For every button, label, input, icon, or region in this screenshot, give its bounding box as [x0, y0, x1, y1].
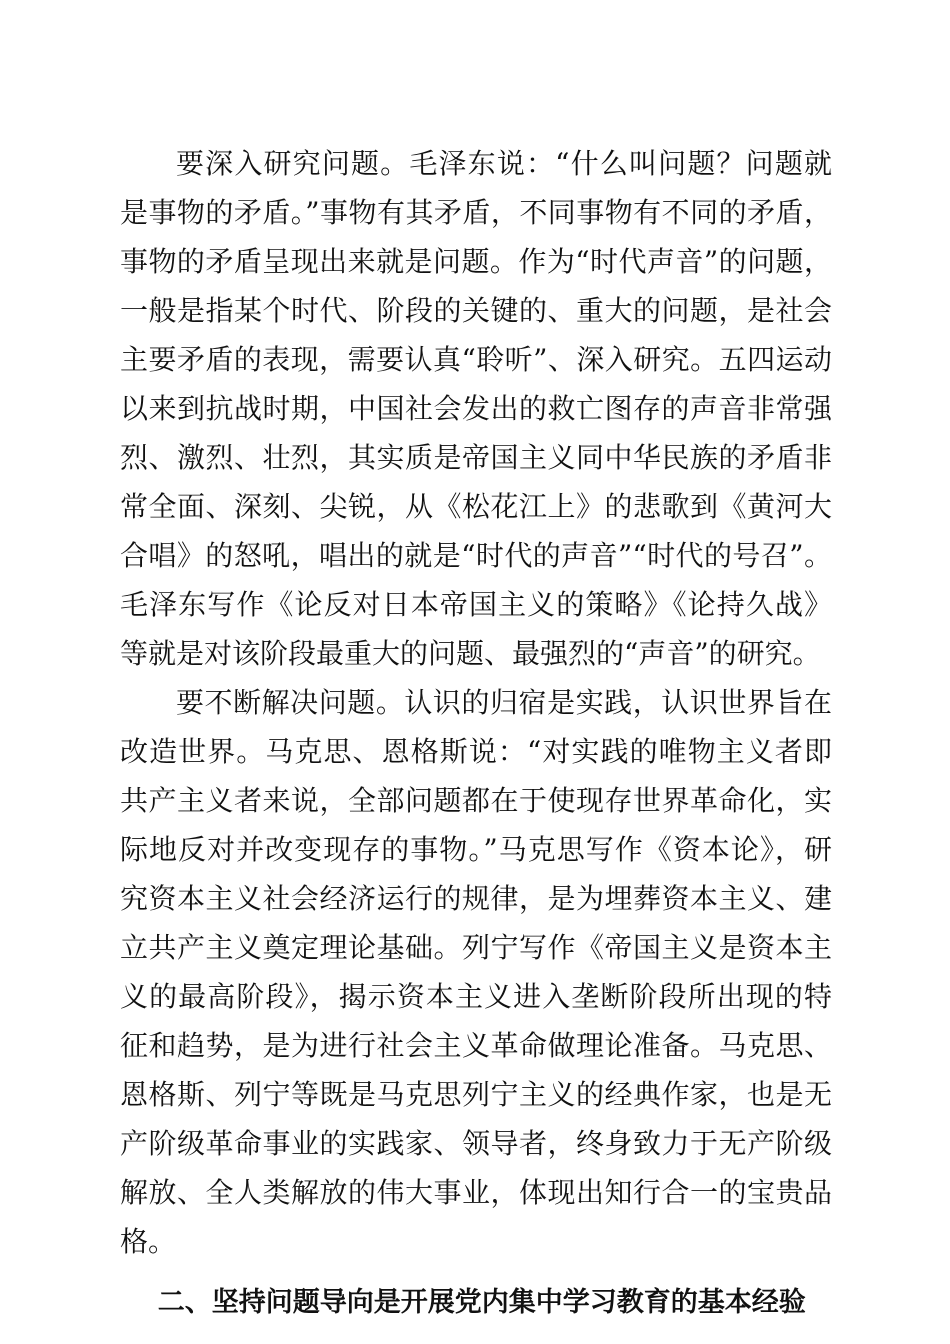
- section-heading: 二、坚持问题导向是开展党内集中学习教育的基本经验: [157, 1287, 806, 1318]
- document-body: [120, 139, 832, 1327]
- paragraph-study-problems: 要深入研究问题。毛泽东说：“什么叫问题？问题就是事物的矛盾。”事物有其矛盾，不同事物有不同的矛盾，事物的矛盾呈现出来就是问题。作为“时代声音”的问题，一般是指某个时代、阶段的关键的、重大的问题，是社会主要矛盾的表现，需要认真“聆听”、深入研究。五四运动以来到抗战时期，中国社会发出的救亡图存的声音非常强烈、激烈、壮烈，其实质是帝国主义同中华民族的矛盾非常全面、深刻、尖锐，从《松花江上》的悲歌到《黄河大合唱》的怒吼，唱出的就是“时代的声音”“时代的号召”。毛泽东写作《论反对日本帝国主义的策略》《论持久战》等就是对该阶段最重大的问题、最强烈的“声音”的研究。: [120, 147, 832, 670]
- paragraph-solve-problems: 要不断解决问题。认识的归宿是实践，认识世界旨在改造世界。马克思、恩格斯说：“对实践的唯物主义者即共产主义者来说，全部问题都在于使现存世界革命化，实际地反对并改变现存的事物。”马克思写作《资本论》，研究资本主义社会经济运行的规律，是为埋葬资本主义、建立共产主义奠定理论基础。列宁写作《帝国主义是资本主义的最高阶段》，揭示资本主义进入垄断阶段所出现的特征和趋势，是为进行社会主义革命做理论准备。马克思、恩格斯、列宁等既是马克思列宁主义的经典作家，也是无产阶级革命事业的实践家、领导者，终身致力于无产阶级解放、全人类解放的伟大事业，体现出知行合一的宝贵品格。: [120, 686, 832, 1258]
